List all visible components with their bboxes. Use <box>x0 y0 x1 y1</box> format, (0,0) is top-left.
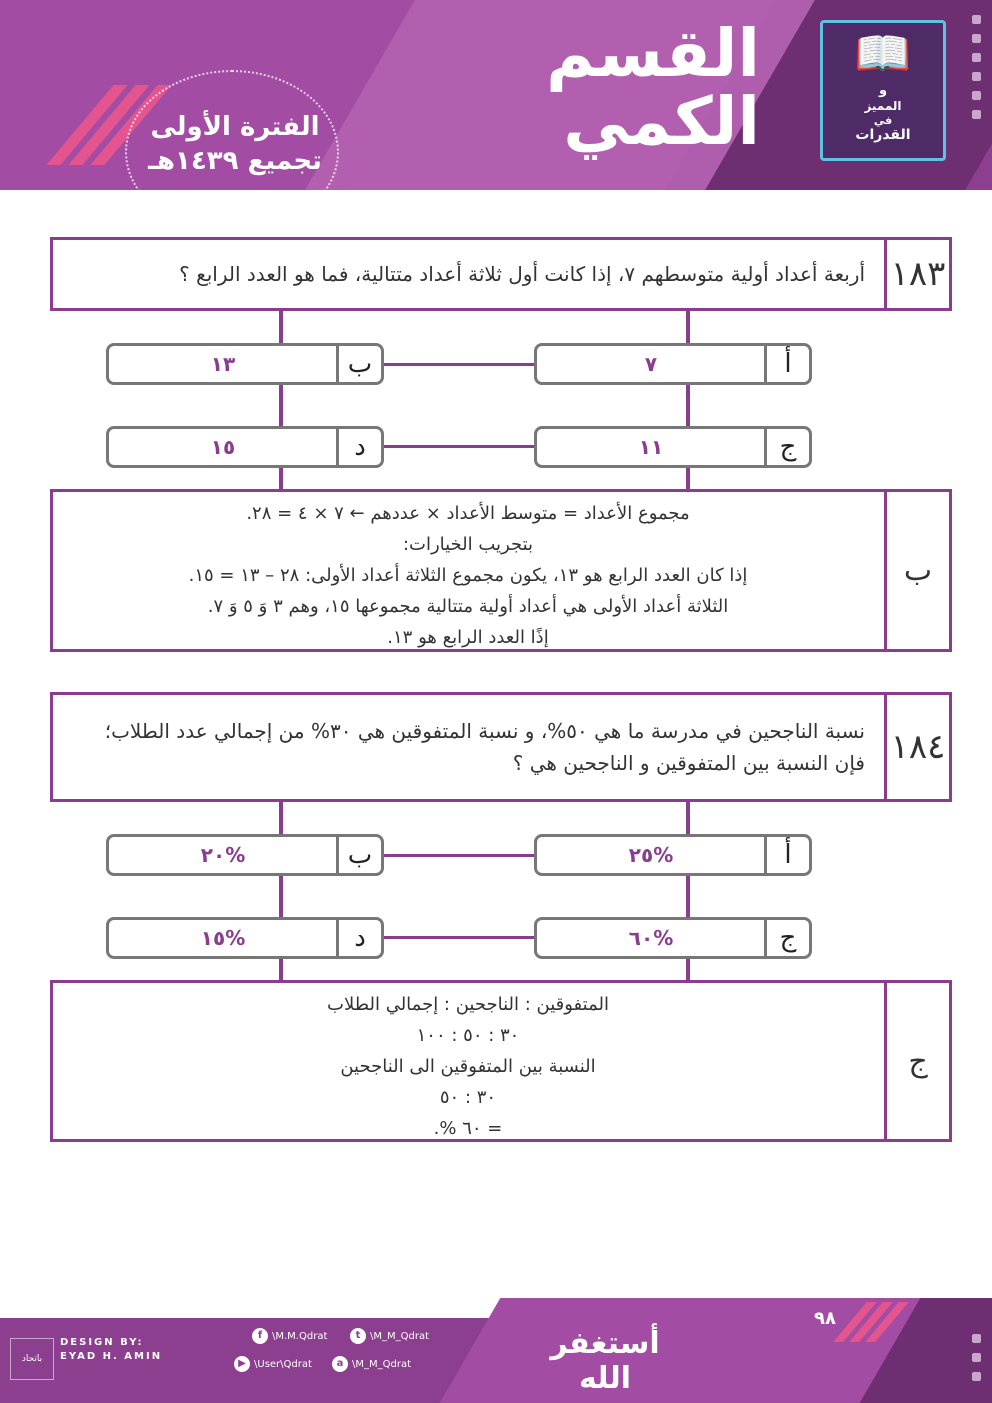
option-value: ٧ <box>644 352 658 376</box>
page-header <box>0 0 992 190</box>
question-text: نسبة الناجحين في مدرسة ما هي ٥٠%، و نسبة المتفوقين هي ٣٠% من إجمالي عدد الطلاب؛ فإن النسبة بين المتفوقين و الناجحين هي ؟ <box>104 719 865 775</box>
question-number: ١٨٣ <box>884 240 949 308</box>
qudrat-logo <box>820 20 946 161</box>
option-d[interactable] <box>106 917 384 959</box>
section-title <box>400 15 760 160</box>
period-line-1: الفترة الأولى <box>150 112 320 142</box>
solution-line: مجموع الأعداد = متوسط الأعداد × عددهم ← ٧ × ٤ = ٢٨. <box>246 503 690 524</box>
facebook-icon: f <box>252 1328 268 1344</box>
option-label: ج <box>764 920 809 956</box>
youtube-handle: \User\Qdrat <box>254 1358 312 1370</box>
option-value: %٢٠ <box>200 843 246 867</box>
solution-line: ٣٠ : ٥٠ <box>439 1087 497 1108</box>
solution-line: النسبة بين المتفوقين الى الناجحين <box>340 1056 596 1077</box>
option-value: ١٥ <box>210 435 236 459</box>
logo-letter: و <box>878 83 888 98</box>
ask-icon: a <box>332 1356 348 1372</box>
youtube-icon: ▶ <box>234 1356 250 1372</box>
connector-line <box>384 363 534 366</box>
question-number: ١٨٤ <box>884 695 949 799</box>
ask-link[interactable] <box>332 1356 411 1372</box>
question-box <box>50 237 952 311</box>
twitter-icon: t <box>350 1328 366 1344</box>
option-c[interactable] <box>534 426 812 468</box>
page-number: ٩٨ <box>814 1308 836 1329</box>
option-value: ١١ <box>638 435 664 459</box>
twitter-handle: \M_M_Qdrat <box>370 1330 430 1342</box>
facebook-link[interactable] <box>252 1328 327 1344</box>
option-value: %١٥ <box>200 926 246 950</box>
solution-text <box>53 989 883 1144</box>
option-value: %٢٥ <box>628 843 674 867</box>
option-a[interactable] <box>534 834 812 876</box>
question-text: أربعة أعداد أولية متوسطهم ٧، إذا كانت أول ثلاثة أعداد متتالية، فما هو العدد الرابع ؟ <box>179 262 865 286</box>
decorative-dots <box>972 1334 981 1391</box>
answer-box <box>50 980 952 1142</box>
logo-text-bottom: القدرات <box>855 127 911 143</box>
option-label: ج <box>764 429 809 465</box>
ask-handle: \M_M_Qdrat <box>352 1358 412 1370</box>
designer-credit <box>60 1336 162 1364</box>
question-box <box>50 692 952 802</box>
option-a[interactable] <box>534 343 812 385</box>
option-value: ١٣ <box>210 352 236 376</box>
period-line-2: تجميع ١٤٣٩هـ <box>148 146 322 176</box>
decorative-dots <box>972 15 986 129</box>
option-label: ب <box>336 346 381 382</box>
book-icon: 📖 <box>854 26 912 80</box>
answer-box <box>50 489 952 652</box>
option-b[interactable] <box>106 343 384 385</box>
option-label: د <box>336 429 381 465</box>
solution-line: المتفوقين : الناجحين : إجمالي الطلاب <box>327 994 609 1015</box>
connector-line <box>384 445 534 448</box>
logo-text-mid: في <box>873 114 893 127</box>
solution-line: إذًا العدد الرابع هو ١٣. <box>387 627 549 648</box>
option-d[interactable] <box>106 426 384 468</box>
option-c[interactable] <box>534 917 812 959</box>
twitter-link[interactable] <box>350 1328 429 1344</box>
connector-line <box>384 854 534 857</box>
design-line-2: EYAD H. AMIN <box>60 1351 163 1362</box>
solution-line: ٣٠ : ٥٠ : ١٠٠ <box>416 1025 520 1046</box>
solution-line: = ٦٠ %. <box>433 1118 503 1139</box>
answer-label: ب <box>884 492 949 649</box>
connector-line <box>384 936 534 939</box>
facebook-handle: \M.M.Qdrat <box>272 1330 328 1342</box>
solution-text <box>53 498 883 653</box>
period-label <box>140 110 330 178</box>
solution-line: إذا كان العدد الرابع هو ١٣، يكون مجموع الثلاثة أعداد الأولى: ٢٨ – ١٣ = ١٥. <box>188 565 748 586</box>
option-label: أ <box>764 837 809 873</box>
option-b[interactable] <box>106 834 384 876</box>
title-line-1: القسم <box>546 15 760 92</box>
title-line-2: الكمي <box>563 83 760 160</box>
answer-label: ج <box>884 983 949 1139</box>
designer-logo: باتحاد <box>10 1338 54 1380</box>
youtube-link[interactable] <box>234 1356 312 1372</box>
solution-line: بتجريب الخيارات: <box>402 534 534 555</box>
option-label: د <box>336 920 381 956</box>
option-label: أ <box>764 346 809 382</box>
option-label: ب <box>336 837 381 873</box>
option-value: %٦٠ <box>628 926 674 950</box>
design-line-1: DESIGN BY: <box>60 1337 144 1348</box>
page-footer <box>0 1298 992 1403</box>
calligraphy: أستغفر الله <box>550 1326 660 1396</box>
solution-line: الثلاثة أعداد الأولى هي أعداد أولية متتالية مجموعها ١٥، وهم ٣ وَ ٥ وَ ٧. <box>207 596 729 617</box>
logo-text-top: المميز <box>864 99 902 113</box>
